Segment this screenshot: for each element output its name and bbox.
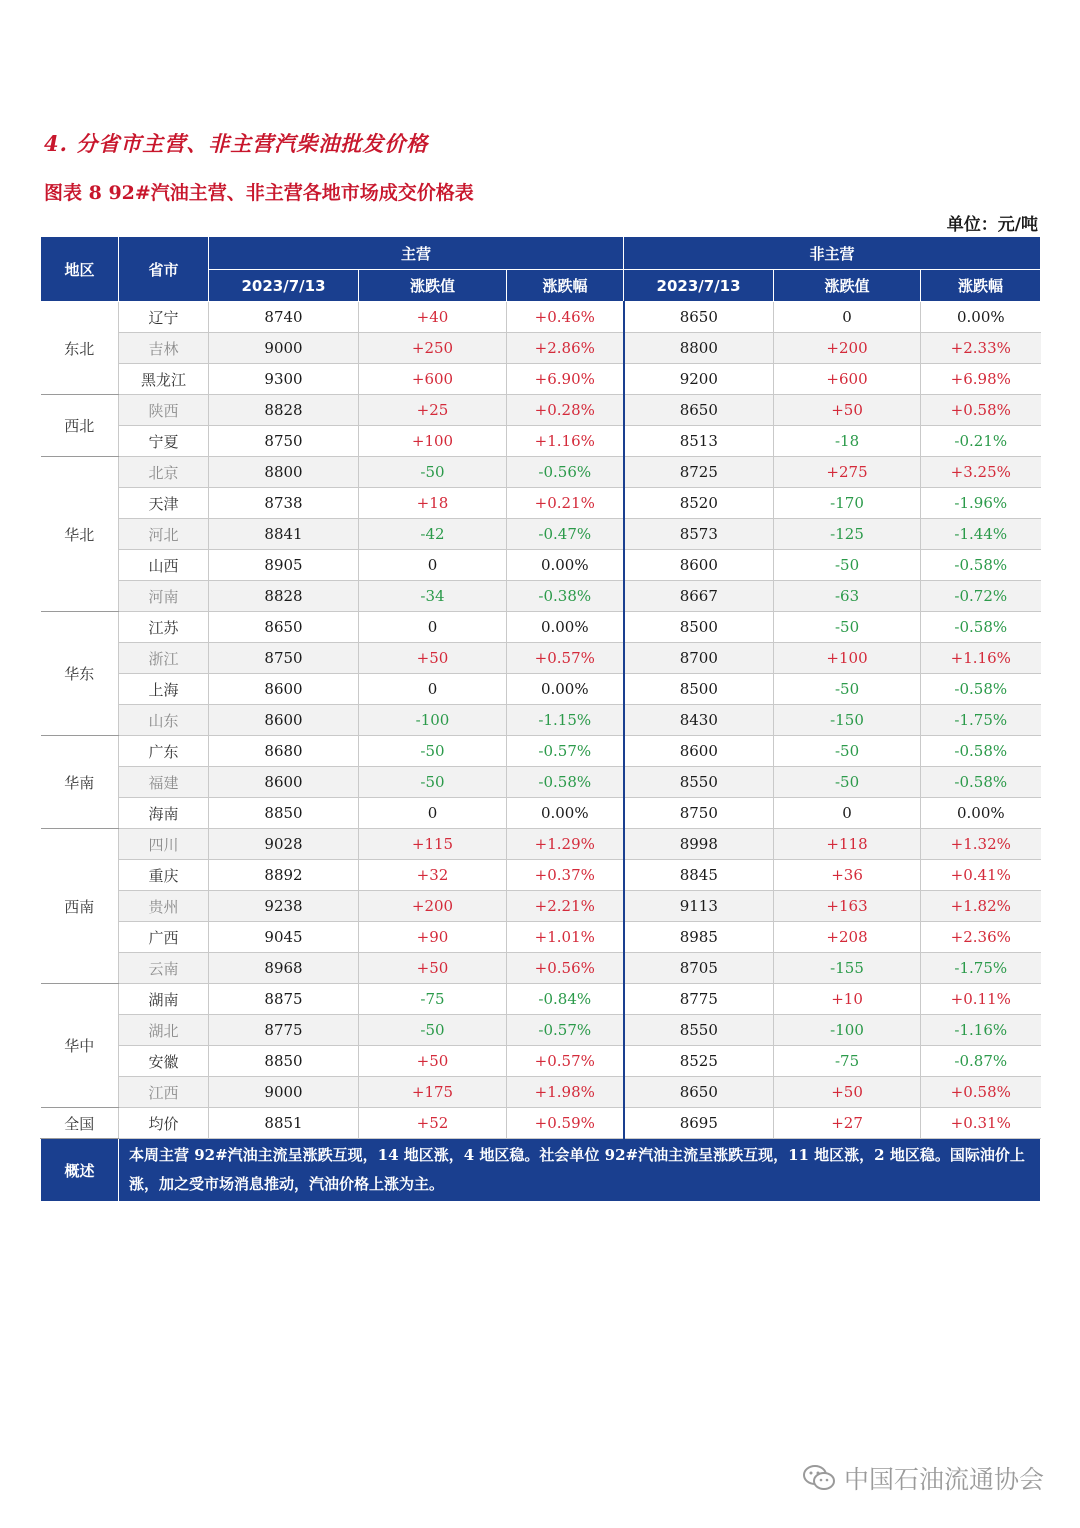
main-price-cell: 8850: [209, 798, 359, 829]
nonmain-percent-cell: 0.00%: [921, 302, 1041, 333]
main-change-cell: -75: [359, 984, 507, 1015]
main-percent-cell: +1.16%: [507, 426, 624, 457]
nonmain-percent-cell: -1.96%: [921, 488, 1041, 519]
main-price-cell: 8905: [209, 550, 359, 581]
nonmain-price-cell: 8725: [624, 457, 774, 488]
nonmain-price-cell: 9200: [624, 364, 774, 395]
nonmain-percent-cell: -1.75%: [921, 953, 1041, 984]
main-change-cell: -50: [359, 1015, 507, 1046]
province-cell: 山东: [119, 705, 209, 736]
main-percent-cell: +0.59%: [507, 1108, 624, 1139]
province-cell: 云南: [119, 953, 209, 984]
nonmain-price-cell: 8695: [624, 1108, 774, 1139]
main-percent-cell: -0.58%: [507, 767, 624, 798]
nonmain-change-cell: +275: [774, 457, 921, 488]
nonmain-change-cell: 0: [774, 302, 921, 333]
main-change-cell: -34: [359, 581, 507, 612]
nonmain-percent-cell: -0.87%: [921, 1046, 1041, 1077]
table-row: [41, 705, 1041, 736]
table-row: [41, 612, 1041, 643]
table-row: [41, 736, 1041, 767]
nonmain-price-cell: 8800: [624, 333, 774, 364]
main-percent-cell: +0.57%: [507, 643, 624, 674]
main-price-cell: 8750: [209, 426, 359, 457]
main-change-cell: -50: [359, 736, 507, 767]
nonmain-change-cell: +36: [774, 860, 921, 891]
nonmain-percent-cell: +2.36%: [921, 922, 1041, 953]
province-cell: 陕西: [119, 395, 209, 426]
nonmain-change-cell: +100: [774, 643, 921, 674]
table-row: [41, 891, 1041, 922]
nonmain-change-cell: +50: [774, 1077, 921, 1108]
nonmain-change-cell: -125: [774, 519, 921, 550]
figure-title: 图表 8 92#汽油主营、非主营各地市场成交价格表: [44, 182, 474, 204]
nonmain-percent-cell: -0.58%: [921, 736, 1041, 767]
nonmain-price-cell: 8525: [624, 1046, 774, 1077]
main-percent-cell: -1.15%: [507, 705, 624, 736]
nonmain-price-cell: 8845: [624, 860, 774, 891]
nonmain-percent-cell: +0.31%: [921, 1108, 1041, 1139]
table-row: [41, 1108, 1041, 1139]
region-cell: 西南: [41, 829, 119, 984]
watermark-text: 中国石油流通协会: [843, 1465, 1044, 1494]
main-price-cell: 8600: [209, 767, 359, 798]
main-change-cell: 0: [359, 674, 507, 705]
nonmain-percent-cell: 0.00%: [921, 798, 1041, 829]
col-header-province: 省市: [119, 237, 209, 302]
main-percent-cell: +0.28%: [507, 395, 624, 426]
main-price-cell: 8851: [209, 1108, 359, 1139]
main-change-cell: +18: [359, 488, 507, 519]
nonmain-price-cell: 8600: [624, 550, 774, 581]
main-change-cell: -100: [359, 705, 507, 736]
nonmain-change-cell: -150: [774, 705, 921, 736]
main-change-cell: -50: [359, 767, 507, 798]
nonmain-change-cell: -170: [774, 488, 921, 519]
main-change-cell: +50: [359, 953, 507, 984]
main-percent-cell: +1.98%: [507, 1077, 624, 1108]
table-row: [41, 922, 1041, 953]
province-cell: 福建: [119, 767, 209, 798]
main-change-cell: +40: [359, 302, 507, 333]
nonmain-percent-cell: -1.44%: [921, 519, 1041, 550]
nonmain-price-cell: 8520: [624, 488, 774, 519]
nonmain-percent-cell: -1.16%: [921, 1015, 1041, 1046]
nonmain-change-cell: -100: [774, 1015, 921, 1046]
main-price-cell: 8650: [209, 612, 359, 643]
nonmain-change-cell: -50: [774, 550, 921, 581]
nonmain-change-cell: +10: [774, 984, 921, 1015]
nonmain-change-cell: -50: [774, 612, 921, 643]
main-price-cell: 8800: [209, 457, 359, 488]
subheader-main-date: 2023/7/13: [209, 270, 359, 302]
summary-row: [41, 1139, 1041, 1202]
region-cell: 西北: [41, 395, 119, 457]
province-cell: 湖北: [119, 1015, 209, 1046]
nonmain-price-cell: 8500: [624, 674, 774, 705]
watermark: [802, 1460, 1044, 1496]
main-percent-cell: -0.56%: [507, 457, 624, 488]
main-percent-cell: 0.00%: [507, 550, 624, 581]
province-cell: 上海: [119, 674, 209, 705]
main-change-cell: +115: [359, 829, 507, 860]
main-percent-cell: +2.86%: [507, 333, 624, 364]
table-row: [41, 1077, 1041, 1108]
col-header-region: 地区: [41, 237, 119, 302]
group-header-nonmain: 非主营: [624, 237, 1041, 270]
table-row: [41, 798, 1041, 829]
nonmain-price-cell: 8430: [624, 705, 774, 736]
group-header-main: 主营: [209, 237, 624, 270]
nonmain-change-cell: +200: [774, 333, 921, 364]
nonmain-percent-cell: +1.82%: [921, 891, 1041, 922]
table-row: [41, 550, 1041, 581]
nonmain-change-cell: -50: [774, 767, 921, 798]
main-price-cell: 8892: [209, 860, 359, 891]
province-cell: 均价: [119, 1108, 209, 1139]
nonmain-price-cell: 8650: [624, 1077, 774, 1108]
main-percent-cell: +1.01%: [507, 922, 624, 953]
province-cell: 广西: [119, 922, 209, 953]
region-cell: 华中: [41, 984, 119, 1108]
table-row: [41, 581, 1041, 612]
nonmain-percent-cell: -0.58%: [921, 674, 1041, 705]
nonmain-price-cell: 8600: [624, 736, 774, 767]
province-cell: 河南: [119, 581, 209, 612]
nonmain-change-cell: +118: [774, 829, 921, 860]
table-row: [41, 457, 1041, 488]
table-row: [41, 1015, 1041, 1046]
province-cell: 黑龙江: [119, 364, 209, 395]
main-price-cell: 8740: [209, 302, 359, 333]
nonmain-change-cell: +163: [774, 891, 921, 922]
table-row: [41, 829, 1041, 860]
nonmain-change-cell: +50: [774, 395, 921, 426]
table-row: [41, 984, 1041, 1015]
province-cell: 重庆: [119, 860, 209, 891]
province-cell: 吉林: [119, 333, 209, 364]
nonmain-change-cell: -18: [774, 426, 921, 457]
region-cell: 东北: [41, 302, 119, 395]
main-price-cell: 9045: [209, 922, 359, 953]
province-cell: 江苏: [119, 612, 209, 643]
table-row: [41, 364, 1041, 395]
nonmain-percent-cell: +2.33%: [921, 333, 1041, 364]
nonmain-percent-cell: +1.16%: [921, 643, 1041, 674]
nonmain-percent-cell: +6.98%: [921, 364, 1041, 395]
main-percent-cell: 0.00%: [507, 798, 624, 829]
wechat-icon: [802, 1464, 836, 1492]
main-change-cell: 0: [359, 550, 507, 581]
nonmain-price-cell: 8650: [624, 395, 774, 426]
nonmain-change-cell: -63: [774, 581, 921, 612]
table-row: [41, 488, 1041, 519]
main-change-cell: +175: [359, 1077, 507, 1108]
table-row: [41, 302, 1041, 333]
main-price-cell: 8850: [209, 1046, 359, 1077]
province-cell: 浙江: [119, 643, 209, 674]
nonmain-change-cell: +208: [774, 922, 921, 953]
nonmain-change-cell: 0: [774, 798, 921, 829]
main-change-cell: +90: [359, 922, 507, 953]
nonmain-price-cell: 8705: [624, 953, 774, 984]
main-percent-cell: 0.00%: [507, 674, 624, 705]
main-percent-cell: -0.38%: [507, 581, 624, 612]
nonmain-price-cell: 8513: [624, 426, 774, 457]
main-change-cell: +250: [359, 333, 507, 364]
main-percent-cell: +1.29%: [507, 829, 624, 860]
province-cell: 山西: [119, 550, 209, 581]
province-cell: 广东: [119, 736, 209, 767]
subheader-main-change: 涨跌值: [359, 270, 507, 302]
main-percent-cell: +0.46%: [507, 302, 624, 333]
main-change-cell: +32: [359, 860, 507, 891]
province-cell: 辽宁: [119, 302, 209, 333]
unit-label: 单位：元/吨: [946, 215, 1038, 235]
nonmain-price-cell: 9113: [624, 891, 774, 922]
main-price-cell: 8750: [209, 643, 359, 674]
main-price-cell: 8775: [209, 1015, 359, 1046]
province-cell: 安徽: [119, 1046, 209, 1077]
nonmain-price-cell: 8985: [624, 922, 774, 953]
nonmain-percent-cell: +0.58%: [921, 1077, 1041, 1108]
region-cell: 华东: [41, 612, 119, 736]
main-change-cell: +25: [359, 395, 507, 426]
main-percent-cell: +2.21%: [507, 891, 624, 922]
main-price-cell: 8680: [209, 736, 359, 767]
main-percent-cell: -0.84%: [507, 984, 624, 1015]
table-row: [41, 426, 1041, 457]
main-price-cell: 8828: [209, 581, 359, 612]
province-cell: 天津: [119, 488, 209, 519]
nonmain-change-cell: -50: [774, 674, 921, 705]
nonmain-change-cell: -50: [774, 736, 921, 767]
nonmain-price-cell: 8775: [624, 984, 774, 1015]
subheader-nonmain-change: 涨跌值: [774, 270, 921, 302]
nonmain-price-cell: 8667: [624, 581, 774, 612]
main-price-cell: 9300: [209, 364, 359, 395]
main-percent-cell: +0.37%: [507, 860, 624, 891]
table-row: [41, 1046, 1041, 1077]
nonmain-price-cell: 8700: [624, 643, 774, 674]
main-percent-cell: -0.47%: [507, 519, 624, 550]
main-price-cell: 9238: [209, 891, 359, 922]
summary-label: 概述: [41, 1139, 119, 1202]
main-price-cell: 8600: [209, 705, 359, 736]
nonmain-percent-cell: +0.41%: [921, 860, 1041, 891]
main-change-cell: -42: [359, 519, 507, 550]
main-price-cell: 8968: [209, 953, 359, 984]
nonmain-change-cell: +600: [774, 364, 921, 395]
main-price-cell: 9028: [209, 829, 359, 860]
subheader-nonmain-date: 2023/7/13: [624, 270, 774, 302]
province-cell: 江西: [119, 1077, 209, 1108]
nonmain-percent-cell: +3.25%: [921, 457, 1041, 488]
nonmain-price-cell: 8550: [624, 1015, 774, 1046]
subheader-nonmain-percent: 涨跌幅: [921, 270, 1041, 302]
nonmain-change-cell: -75: [774, 1046, 921, 1077]
main-change-cell: +50: [359, 1046, 507, 1077]
main-price-cell: 8738: [209, 488, 359, 519]
province-cell: 河北: [119, 519, 209, 550]
region-cell: 全国: [41, 1108, 119, 1139]
table-row: [41, 767, 1041, 798]
table-row: [41, 395, 1041, 426]
main-change-cell: +52: [359, 1108, 507, 1139]
nonmain-percent-cell: -0.58%: [921, 550, 1041, 581]
subheader-main-percent: 涨跌幅: [507, 270, 624, 302]
main-price-cell: 8828: [209, 395, 359, 426]
main-change-cell: 0: [359, 798, 507, 829]
table-row: [41, 860, 1041, 891]
nonmain-price-cell: 8500: [624, 612, 774, 643]
section-title: 4. 分省市主营、非主营汽柴油批发价格: [44, 131, 429, 156]
main-price-cell: 8875: [209, 984, 359, 1015]
province-cell: 海南: [119, 798, 209, 829]
nonmain-percent-cell: -1.75%: [921, 705, 1041, 736]
nonmain-percent-cell: -0.21%: [921, 426, 1041, 457]
main-change-cell: +600: [359, 364, 507, 395]
table-row: [41, 674, 1041, 705]
nonmain-percent-cell: +0.58%: [921, 395, 1041, 426]
main-change-cell: +100: [359, 426, 507, 457]
region-cell: 华南: [41, 736, 119, 829]
nonmain-change-cell: +27: [774, 1108, 921, 1139]
main-change-cell: +50: [359, 643, 507, 674]
nonmain-percent-cell: -0.58%: [921, 612, 1041, 643]
province-cell: 湖南: [119, 984, 209, 1015]
nonmain-change-cell: -155: [774, 953, 921, 984]
main-percent-cell: +0.21%: [507, 488, 624, 519]
main-price-cell: 8841: [209, 519, 359, 550]
main-change-cell: -50: [359, 457, 507, 488]
main-percent-cell: -0.57%: [507, 1015, 624, 1046]
region-cell: 华北: [41, 457, 119, 612]
nonmain-percent-cell: +1.32%: [921, 829, 1041, 860]
nonmain-percent-cell: +0.11%: [921, 984, 1041, 1015]
nonmain-price-cell: 8998: [624, 829, 774, 860]
table-row: [41, 333, 1041, 364]
main-price-cell: 9000: [209, 1077, 359, 1108]
table-row: [41, 953, 1041, 984]
price-table: [40, 236, 1041, 1202]
province-cell: 四川: [119, 829, 209, 860]
province-cell: 北京: [119, 457, 209, 488]
main-change-cell: +200: [359, 891, 507, 922]
nonmain-percent-cell: -0.58%: [921, 767, 1041, 798]
main-percent-cell: -0.57%: [507, 736, 624, 767]
main-percent-cell: +0.57%: [507, 1046, 624, 1077]
table-row: [41, 519, 1041, 550]
nonmain-price-cell: 8550: [624, 767, 774, 798]
main-percent-cell: +6.90%: [507, 364, 624, 395]
main-price-cell: 9000: [209, 333, 359, 364]
nonmain-price-cell: 8750: [624, 798, 774, 829]
nonmain-price-cell: 8650: [624, 302, 774, 333]
main-percent-cell: 0.00%: [507, 612, 624, 643]
main-price-cell: 8600: [209, 674, 359, 705]
main-change-cell: 0: [359, 612, 507, 643]
nonmain-percent-cell: -0.72%: [921, 581, 1041, 612]
summary-text: 本周主营 92#汽油主流呈涨跌互现，14 地区涨，4 地区稳。社会单位 92#汽油主流呈涨跌互现，11 地区涨，2 地区稳。国际油价上涨，加之受市场消息推动，汽油价格上涨为主。: [119, 1139, 1041, 1202]
nonmain-price-cell: 8573: [624, 519, 774, 550]
province-cell: 贵州: [119, 891, 209, 922]
province-cell: 宁夏: [119, 426, 209, 457]
table-row: [41, 643, 1041, 674]
main-percent-cell: +0.56%: [507, 953, 624, 984]
